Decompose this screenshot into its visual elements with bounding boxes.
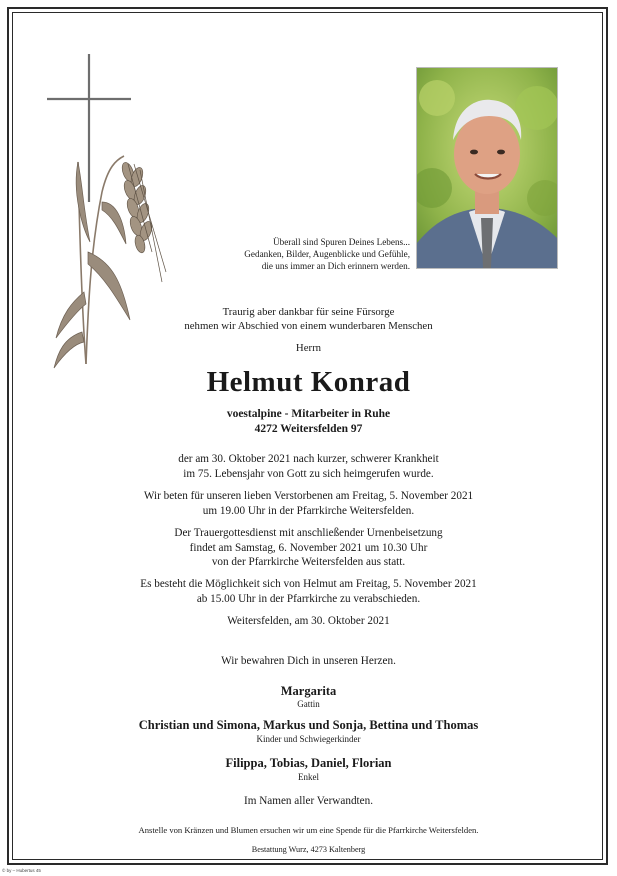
salutation: Herrn	[295, 342, 322, 354]
place-date: Weitersfelden, am 30. Oktober 2021	[227, 615, 390, 627]
deceased-name: Helmut Konrad	[206, 366, 411, 398]
address: 4272 Weitersfelden 97	[254, 423, 363, 435]
memorial-quote	[205, 236, 410, 272]
family-spouse-role: Gattin	[297, 699, 320, 709]
family-grandchildren-role: Enkel	[298, 772, 319, 782]
occupation: voestalpine - Mitarbeiter in Ruhe	[226, 408, 391, 420]
deceased-details	[0, 407, 617, 437]
paragraph-line: im 75. Lebensjahr von Gott zu sich heimgerufen wurde.	[183, 467, 434, 480]
paragraph-line: Wir beten für unseren lieben Verstorbenen am Freitag, 5. November 2021	[143, 490, 474, 502]
quote-line: Überall sind Spuren Deines Lebens...	[272, 237, 410, 247]
paragraph-line: findet am Samstag, 6. November 2021 um 10.30 Uhr	[189, 541, 428, 554]
paragraph-line: ab 15.00 Uhr in der Pfarrkirche zu verabschieden.	[196, 592, 421, 605]
copyright-note: © by – Hubertus 45	[2, 868, 41, 873]
prayer-paragraph	[0, 489, 617, 518]
intro-line: Traurig aber dankbar für seine Fürsorge	[222, 306, 395, 318]
funeral-home: Bestattung Wurz, 4273 Kaltenberg	[251, 845, 366, 854]
family-children-role: Kinder und Schwiegerkinder	[256, 734, 361, 744]
death-paragraph	[0, 452, 617, 481]
family-children-names: Christian und Simona, Markus und Sonja, Bettina und Thomas	[138, 718, 479, 732]
quote-line: die uns immer an Dich erinnern werden.	[261, 261, 410, 271]
farewell-paragraph	[0, 577, 617, 606]
quote-line: Gedanken, Bilder, Augenblicke und Gefühle,	[244, 249, 410, 259]
intro-line: nehmen wir Abschied von einem wunderbaren Menschen	[184, 320, 433, 332]
portrait-photo	[416, 67, 558, 269]
hearts-line: Wir bewahren Dich in unseren Herzen.	[221, 655, 396, 667]
service-paragraph	[0, 526, 617, 570]
flowers-note: Anstelle von Kränzen und Blumen ersuchen wir um eine Spende für die Pfarrkirche Weitersfelden.	[138, 825, 479, 835]
paragraph-line: Es besteht die Möglichkeit sich von Helmut am Freitag, 5. November 2021	[140, 578, 477, 590]
family-grandchildren-names: Filippa, Tobias, Daniel, Florian	[225, 756, 392, 770]
paragraph-line: um 19.00 Uhr in der Pfarrkirche Weitersfelden.	[202, 504, 415, 517]
paragraph-line: Der Trauergottesdienst mit anschließender Urnenbeisetzung	[174, 527, 443, 539]
family-spouse-name: Margarita	[280, 684, 337, 698]
closing-line: Im Namen aller Verwandten.	[243, 795, 374, 807]
paragraph-line: der am 30. Oktober 2021 nach kurzer, schwerer Krankheit	[178, 453, 439, 465]
paragraph-line: von der Pfarrkirche Weitersfelden aus statt.	[211, 556, 406, 568]
intro-text	[0, 305, 617, 333]
